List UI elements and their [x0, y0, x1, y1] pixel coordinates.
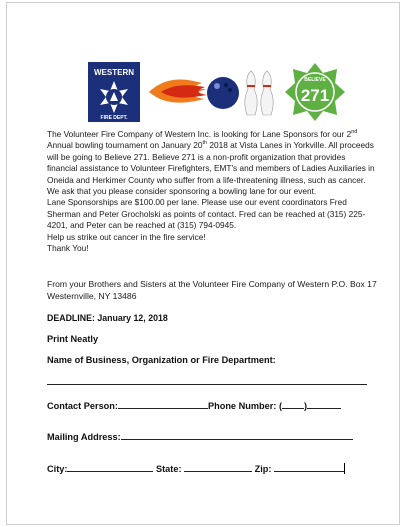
print-neatly-label: Print Neatly [47, 334, 99, 344]
business-name-field[interactable] [47, 384, 367, 385]
signoff-text: From your Brothers and Sisters at the Volunteer Fire Company of Western P.O. Box 17 Westernville, NY 13486 [47, 279, 377, 301]
deadline-line: DEADLINE: January 12, 2018 [47, 313, 168, 323]
mailing-address-label: Mailing Address: [47, 432, 121, 442]
intro-paragraph: The Volunteer Fire Company of Western Inc. is looking for Lane Sponsors for our 2nd Annual bowling tournament on January 20th 2018 at Vista Lanes in Yorkville. All proceeds will be going to Believe 271. Believe 271 is a non-profit organization that provides financial assistance to Volunteer Firefighters, EMT's and members of Ladies Auxiliaries in Oneida and Herkimer County who suffer from a life-threatening illness, such as cancer. We ask that you please consider sponsoring a bowling lane for our event. [47, 129, 375, 197]
believe-number: 271 [300, 86, 330, 105]
mailing-row [47, 430, 353, 442]
city-state-zip-row [47, 462, 345, 474]
phone-number-label: Phone Number: [207, 401, 277, 411]
city-field[interactable] [67, 462, 153, 472]
contact-person-label: Contact Person: [47, 401, 118, 411]
text-cursor [344, 463, 345, 474]
slogan-line: Help us strike out cancer in the fire service! [47, 231, 206, 242]
phone-paren-close: ) [304, 401, 308, 411]
western-fire-dept-logo [87, 61, 141, 123]
state-field[interactable] [184, 462, 252, 472]
believe-text: BELIEVE [304, 77, 326, 83]
sponsorship-paragraph: Lane Sponsorships are $100.00 per lane. Please use our event coordinators Fred Sherman and Peter Grocholski as points of contact. Fred can be reached at (315) 225-4201, and Peter can be reached at (315) 794-0945. [47, 197, 366, 231]
zip-field[interactable] [274, 462, 344, 472]
logo-row [87, 61, 347, 123]
phone-area-code-field[interactable] [282, 399, 304, 409]
state-label: State: [155, 464, 182, 474]
bowling-flames-logo [147, 65, 279, 119]
contact-person-field[interactable] [118, 399, 208, 409]
believe-271-logo [283, 61, 347, 123]
zip-label: Zip: [254, 464, 272, 474]
phone-paren-open: ( [278, 401, 282, 411]
phone-number-field[interactable] [307, 399, 341, 409]
thank-you-line: Thank You! [47, 243, 89, 254]
western-logo-badge-text: FIRE DEPT. [100, 115, 128, 121]
contact-row [47, 399, 341, 411]
intro-text [47, 129, 377, 254]
business-name-label: Name of Business, Organization or Fire Department: [47, 355, 276, 365]
mailing-address-field[interactable] [121, 430, 353, 440]
western-logo-text: WESTERN [94, 68, 134, 77]
city-label: City: [47, 464, 68, 474]
document-page [6, 2, 400, 525]
